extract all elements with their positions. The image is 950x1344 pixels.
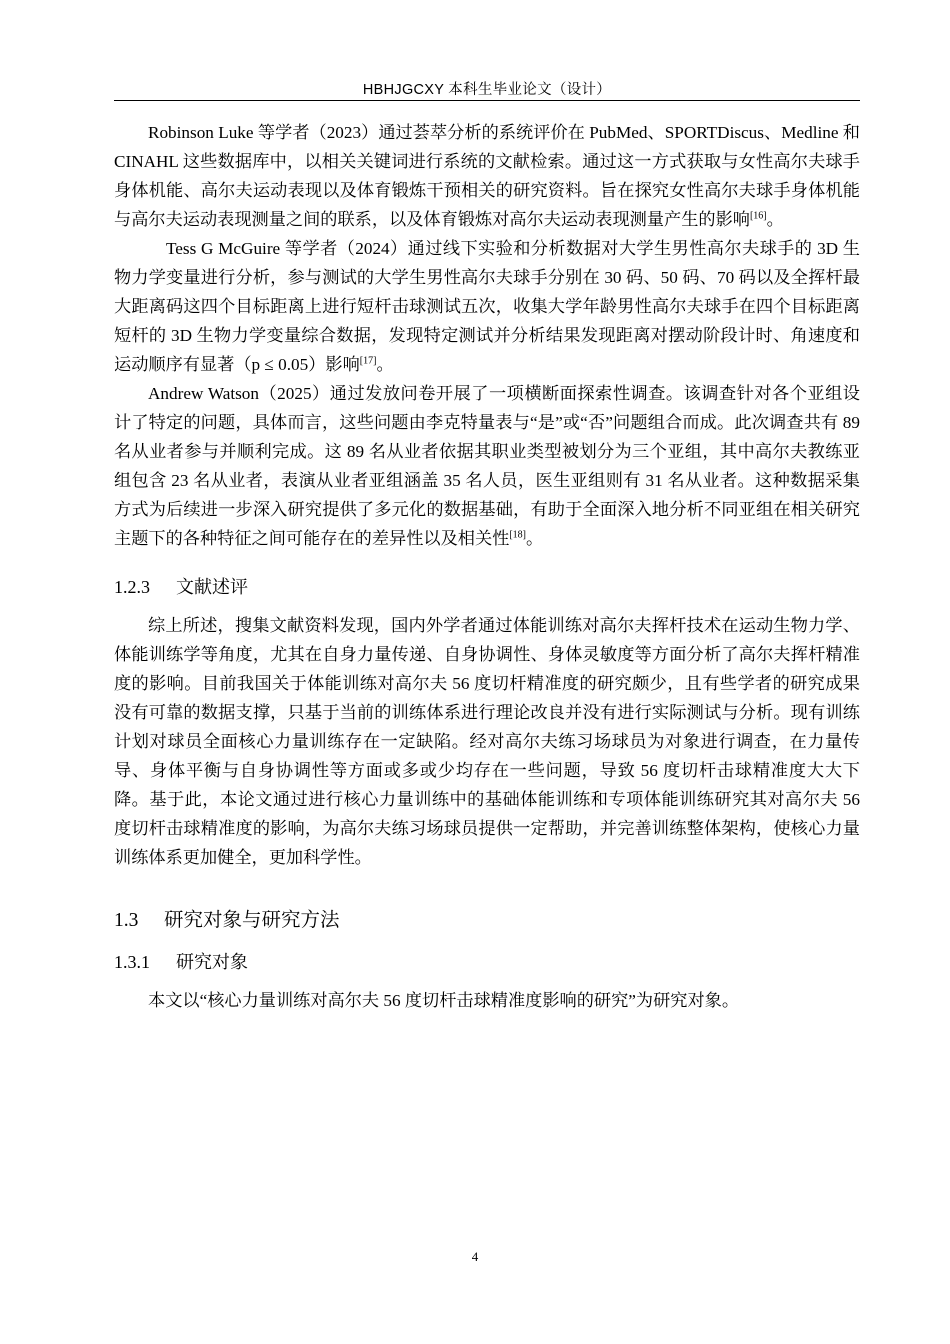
page-header: HBHJGCXY 本科生毕业论文（设计） — [362, 82, 612, 98]
page-content — [114, 118, 860, 1015]
heading-number: 1.2.3 — [114, 577, 150, 597]
paragraph-end: 。 — [526, 529, 544, 548]
heading-1-3 — [114, 904, 860, 932]
citation-18: [18] — [509, 529, 526, 541]
citation-16: [16] — [749, 210, 767, 222]
paragraph-end: 。 — [766, 210, 784, 229]
paragraph-watson — [114, 379, 860, 553]
heading-number: 1.3.1 — [114, 952, 150, 972]
heading-number: 1.3 — [114, 910, 139, 931]
header-divider — [114, 100, 860, 101]
paragraph-end: 。 — [376, 355, 394, 374]
paragraph-text: Tess G McGuire 等学者（2024）通过线下实验和分析数据对大学生男性高尔夫球手的 3D 生物力学变量进行分析，参与测试的大学生男性高尔夫球手分别在 30 码、50 码、70 码以及全挥杆最大距离码这四个目标距离上进行短杆击球测试五次，收集大学年龄男性高尔夫球手在四个目标距离短杆的 3D 生物力学变量综合数据，发现特定测试并分析结果发现距离对摆动阶段计时、角速度和运动顺序有显著（p ≤ 0.05）影响 — [114, 239, 860, 374]
paragraph-review — [114, 611, 860, 872]
paragraph-text: Andrew Watson（2025）通过发放问卷开展了一项横断面探索性调查。该调查针对各个亚组设计了特定的问题，具体而言，这些问题由李克特量表与“是”或“否”问题组合而成。此次调查共有 89 名从业者参与并顺利完成。这 89 名从业者依据其职业类型被划分为三个亚组，其中高尔夫教练亚组包含 23 名从业者，表演从业者亚组涵盖 35 名人员，医生亚组则有 31 名从业者。这种数据采集方式为后续进一步深入研究提供了多元化的数据基础，有助于全面深入地分析不同亚组在相关研究主题下的各种特征之间可能存在的差异性以及相关性 — [114, 384, 860, 548]
paragraph-mcguire — [114, 234, 860, 379]
heading-1-3-1 — [114, 948, 860, 974]
paragraph-text: 综上所述，搜集文献资料发现，国内外学者通过体能训练对高尔夫挥杆技术在运动生物力学、体能训练学等角度，尤其在自身力量传递、自身协调性、身体灵敏度等方面分析了高尔夫挥杆精准度的影响。目前我国关于体能训练对高尔夫 56 度切杆精准度的研究颇少，且有些学者的研究成果没有可靠的数据支撑，只基于当前的训练体系进行理论改良并没有进行实际测试与分析。现有训练计划对球员全面核心力量训练存在一定缺陷。经对高尔夫练习场球员为对象进行调查，在力量传导、身体平衡与自身协调性等方面或多或少均存在一些问题，导致 56 度切杆击球精准度大大下降。基于此，本论文通过进行核心力量训练中的基础体能训练和专项体能训练研究其对高尔夫 56 度切杆击球精准度的影响，为高尔夫练习场球员提供一定帮助，并完善训练整体架构，使核心力量训练体系更加健全，更加科学性。 — [114, 616, 860, 867]
paragraph-research-object — [114, 986, 860, 1015]
paragraph-robinson — [114, 118, 860, 234]
citation-17: [17] — [359, 355, 377, 367]
heading-title: 研究对象与研究方法 — [164, 910, 340, 931]
paragraph-text: 本文以“核心力量训练对高尔夫 56 度切杆击球精准度影响的研究”为研究对象。 — [148, 991, 740, 1010]
heading-1-2-3 — [114, 573, 860, 599]
paragraph-text: Robinson Luke 等学者（2023）通过荟萃分析的系统评价在 PubMed、SPORTDiscus、Medline 和 CINAHL 这些数据库中，以相关关键词进行系统的文献检索。通过这一方式获取与女性高尔夫球手身体机能、高尔夫运动表现以及体育锻炼干预相关的研究资料。旨在探究女性高尔夫球手身体机能与高尔夫运动表现测量之间的联系，以及体育锻炼对高尔夫运动表现测量产生的影响 — [114, 123, 860, 229]
heading-title: 研究对象 — [176, 952, 248, 972]
heading-title: 文献述评 — [176, 577, 248, 597]
page-number: 4 — [471, 1249, 479, 1264]
